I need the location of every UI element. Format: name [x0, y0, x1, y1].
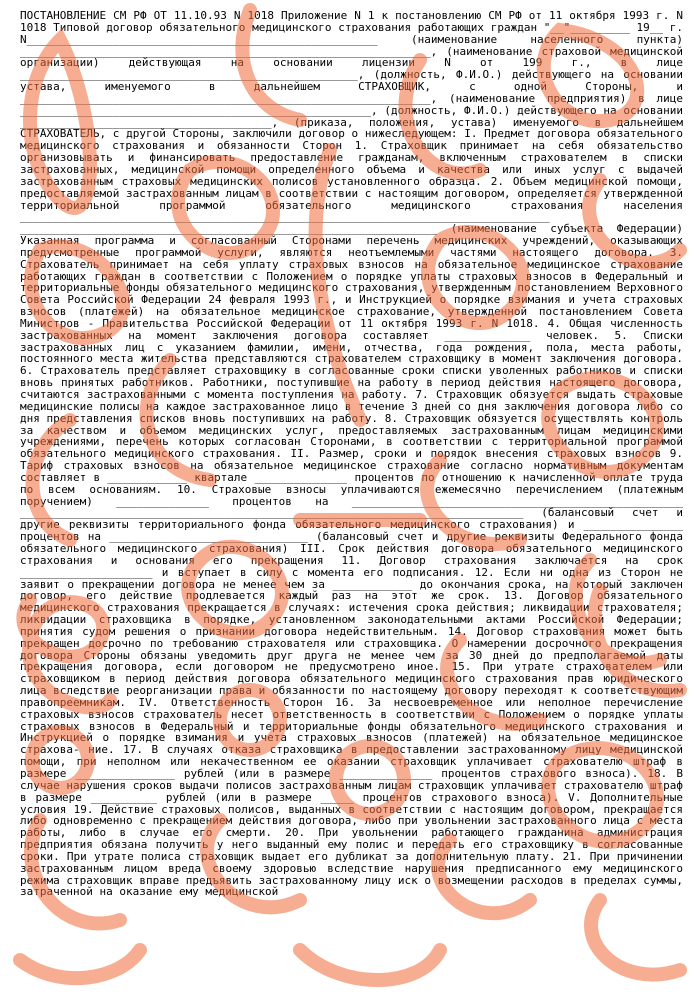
watermark-stroke: [20, 950, 140, 978]
document-body: [20, 10, 683, 898]
watermark-stroke: [300, 950, 440, 980]
watermark-stroke: [591, 900, 680, 975]
document-text: ПОСТАНОВЛЕНИЕ СМ РФ ОТ 11.10.93 N 1018 Приложение N 1 к постановлению СМ РФ от 11 октября 1993 г. N 1018 Типовой договор обязательного медицинского страхования работающих граждан "__"_________ 19__ г. N_____________________________________________________ (наименование населенного пункта) ______________________________________________________________, (наименование страховой медицинской организации) действующая на основании лицензии N от 199 г., в лице ___________________________________________________, (должность, Ф.И.О.) действующего на основании устава, именуемого в дальнейшем СТРАХОВЩИК, с одной Стороны, и ______________________________________________________________, (наименование предприятия) в лице _____________________________________________________, (должность, Ф.И.О.) действующего на основании ______________________________________, (приказа, положения, устава) именуемого в дальнейшем СТРАХОВАТЕЛЬ, с другой Стороны, заключили договор о нижеследующем: I. Предмет договора обязательного медицинского страхования и обязанности Сторон 1. Страховщик принимает на себя обязательство организовывать и финансировать предоставление гражданам, включенным страхователем в списки застрахованных, медицинской помощи определенного объема и качества или иных услуг с выдачей застрахованным страховых медицинских полисов установленного образца. 2. Объем медицинской помощи, предоставляемой застрахованным лицам в соответствии с настоящим договором, определяется утвержденной территориальной программой обязательного медицинского страхования населения ________________________________________________________________________________ _______________________________________________________________ (наименование субъекта Федерации) Указанная программа и согласованный Сторонами перечень медицинских учреждений, оказывающих предусмотренные программой услуги, являются неотъемлемыми частями настоящего договора. 3. Страхователь принимает на себя уплату страховых взносов на обязательное медицинское страхование работающих граждан в соответствии с Положением о порядке уплаты страховых взносов в Федеральный и территориальные фонды обязательного медицинского страхования, утвержденным постановлением Верховного Совета Российской Федерации 24 февраля 1993 г., и Инструкцией о порядке взимания и учета страховых взносов (платежей) на обязательное медицинское страхование, утвержденной постановлением Совета Министров - Правительства Российской Федерации от 11 октября 1993 г. N 1018. 4. Общая численность застрахованных на момент заключения договора составляет _____________ человек. 5. Списки застрахованных лиц с указанием фамилии, имени, отчества, года рождения, пола, места работы, постоянного места жительства представляются страхователем страховщику в момент заключения договора. 6. Страхователь представляет страховщику в согласованные сроки списки уволенных работников и списки вновь принятых работников. Работники, поступившие на работу в период действия настоящего договора, считаются застрахованными с момента поступления на работу. 7. Страховщик обязуется выдать страховые медицинские полисы на каждое застрахованное лицо в течение 3 дней со дня заключения договора либо со дня представления списков вновь поступивших на работу. 8. Страховщик обязуется осуществлять контроль за качеством и объемом медицинских услуг, предоставляемых застрахованным лицам медицинскими учреждениями, перечень которых согласован Сторонами, в соответствии с территориальной программой обязательного медицинского страхования. II. Размер, сроки и порядок внесения страховых взносов 9. Тариф страховых взносов на обязательное медицинское страхование согласно нормативным документам составляет в ____________ квартале ______________ процентов по отношению к начисленной оплате труда по всем основаниям. 10. Страховые взносы уплачиваются ежемесячно перечислением (платежным поручением) ______________ процентов на __________________________________________________ ____________________________________________________________________________ (балансовый счет и другие реквизиты территориального фонда обязательного медицинского страхования) и _______________ процентов на ______________________________ (балансовый счет и другие реквизиты Федерального фонда обязательного медицинского страхования) III. Срок действия договора обязательного медицинского страхования и основания его прекращения 11. Договор страхования заключается на срок ____________________ и вступает в силу с момента его подписания. 12. Если ни одна из Сторон не заявит о прекращении договора не менее чем за ____________ до окончания срока, на который заключен договор, его действие продлевается каждый раз на этот же срок. 13. Договор обязательного медицинского страхования прекращается в случаях: истечения срока действия; ликвидации страхователя; ликвидации страховщика в порядке, установленном законодательными актами Российской Федерации; принятия судом решения о признании договора недействительным. 14. Договор страхования может быть прекращен досрочно по требованию страхователя или страховщика. О намерении досрочного прекращения договора Стороны обязаны уведомить друг друга не менее чем за 30 дней до предполагаемой даты прекращения договора, если договором не предусмотрено иное. 15. При утрате страхователем или страховщиком в период действия договора обязательного медицинского страхования прав юридического лица вследствие реорганизации права и обязанности по настоящему договору переходят к соответствующим правопреемникам. IV. Ответственность Сторон 16. За несвоевременное или неполное перечисление страховых взносов страхователь несет ответственность в соответствии с Положением о порядке уплаты страховых взносов в Федеральный и территориальные фонды обязательного медицинского страхования и Инструкцией о порядке взимания и учета страховых взносов (платежей) на обязательное медицинское страхова- ние. 17. В случаях отказа страховщика в предоставлении застрахованному лицу медицинской помощи, при неполном или некачественном ее оказании страховщик уплачивает страхователю штраф в размере _______________ рублей (или в размере ______________ процентов страхового взноса). 18. В случае нарушения сроков выдачи полисов застрахованным лицам страховщик уплачивает страхователю штраф в размере __________ рублей (или в размере _____ процентов страхового взноса). V. Дополнительные условия 19. Действие страховых полисов, выданных в соответствии с настоящим договором, прекращается либо одновременно с прекращением действия договора, либо при увольнении застрахованного лица с места работы, либо в случае его смерти. 20. При увольнении работающего гражданина администрация предприятия обязана получить у него выданный ему полис и передать его страховщику в согласованные сроки. При утрате полиса страховщик выдает его дубликат за дополнительную плату. 21. При причинении застрахованным лицом вреда своему здоровью вследствие нарушения предписанного ему медицинского режима страховщик вправе предъявить застрахованному лицу иск о возмещении расходов в пределах суммы, затраченной на оказание ему медицинской: [20, 9, 683, 899]
